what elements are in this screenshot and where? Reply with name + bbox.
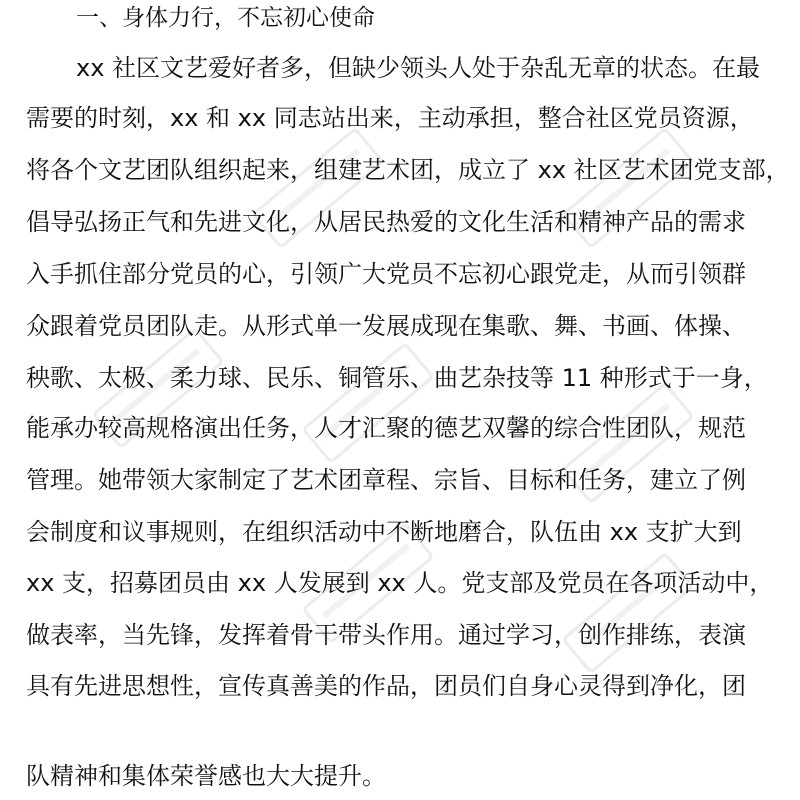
paragraph-line: 队精神和集体荣誉感也大大提升。 (26, 762, 386, 790)
paragraph-line: xx 社区文艺爱好者多，但缺少领头人处于杂乱无章的状态。在最 (76, 54, 761, 82)
paragraph-line: 将各个文艺团队组织起来，组建艺术团，成立了 xx 社区艺术团党支部， (26, 156, 790, 184)
paragraph-line: 入手抓住部分党员的心，引领广大党员不忘初心跟党走，从而引领群 (26, 260, 746, 288)
paragraph-line: 倡导弘扬正气和先进文化，从居民热爱的文化生活和精神产品的需求 (26, 208, 746, 236)
paragraph-line: 管理。她带领大家制定了艺术团章程、宗旨、目标和任务，建立了例 (26, 466, 746, 494)
paragraph-line: 具有先进思想性，宣传真善美的作品，团员们自身心灵得到净化，团 (26, 672, 746, 700)
paragraph-line: 会制度和议事规则，在组织活动中不断地磨合，队伍由 xx 支扩大到 (26, 518, 742, 546)
paragraph-line: 做表率，当先锋，发挥着骨干带头作用。通过学习，创作排练，表演 (26, 621, 746, 649)
paragraph-line: 秧歌、太极、柔力球、民乐、铜管乐、曲艺杂技等 11 种形式于一身， (26, 364, 768, 392)
paragraph-line: 能承办较高规格演出任务，人才汇聚的德艺双馨的综合性团队，规范 (26, 414, 746, 442)
paragraph-line: xx 支，招募团员由 xx 人发展到 xx 人。党支部及党员在各项活动中， (26, 569, 774, 597)
watermark-logo (301, 342, 435, 465)
paragraph-line: 众跟着党员团队走。从形式单一发展成现在集歌、舞、书画、体操、 (26, 312, 746, 340)
section-heading: 一、身体力行，不忘初心使命 (76, 5, 375, 31)
paragraph-line: 需要的时刻，xx 和 xx 同志站出来，主动承担，整合社区党员资源， (26, 104, 754, 132)
